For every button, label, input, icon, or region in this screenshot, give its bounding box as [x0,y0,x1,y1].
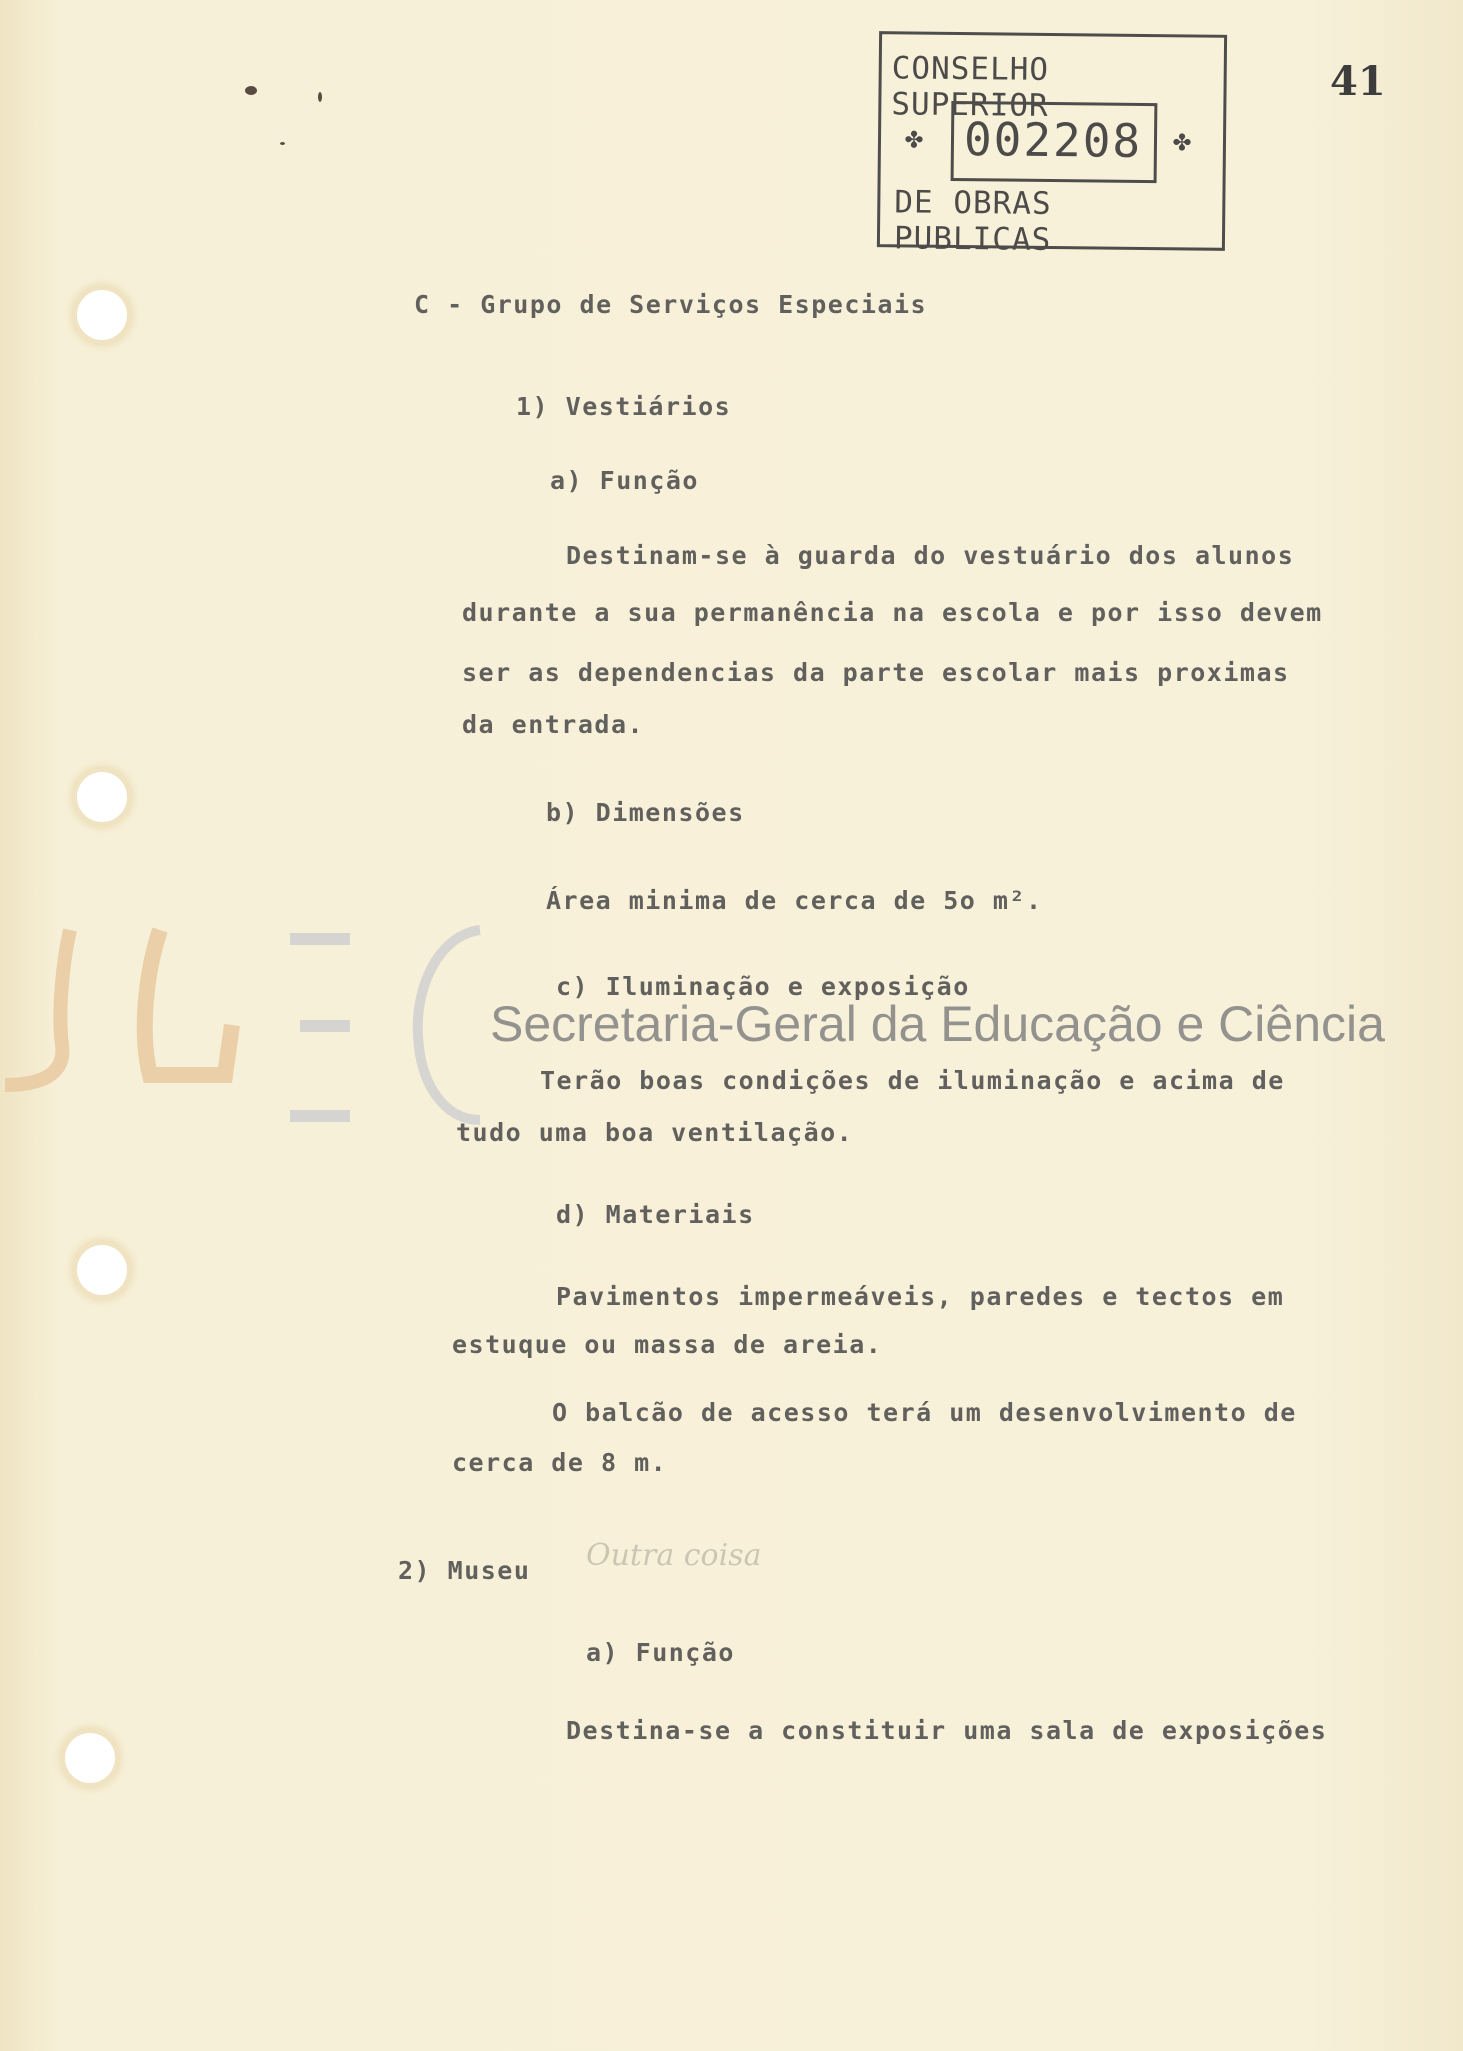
stamp-bottom-line: DE OBRAS PUBLICAS [893,184,1052,258]
vestiarios-funcao-heading: a) Função [550,466,699,495]
watermark-logo-c-shape [418,930,480,1120]
vestiarios-materiais-line: O balcão de acesso terá um desenvolvimento de [552,1398,1297,1427]
vestiarios-materiais-line: estuque ou massa de areia. [452,1330,883,1359]
punch-hole [77,290,127,340]
stamp-number-box [951,101,1158,183]
watermark-logo-s-shape [5,930,70,1085]
vestiarios-iluminacao-line: Terão boas condições de iluminação e acima de [540,1066,1285,1095]
vestiarios-funcao-line: durante a sua permanência na escola e por isso devem [462,598,1323,627]
vestiarios-materiais-line: Pavimentos impermeáveis, paredes e tectos em [556,1282,1285,1311]
stamp-cross-left: ✤ [904,120,924,156]
vestiarios-iluminacao-heading: c) Iluminação e exposição [556,972,970,1001]
watermark-logo-e-bar [300,1020,350,1032]
watermark-logo-g-shape [145,930,232,1075]
handwritten-note: Outra coisa [586,1538,762,1573]
stamp-top-line: CONSELHO SUPERIOR [891,50,1050,124]
ink-speck [245,86,257,95]
ink-speck [318,92,322,102]
vestiarios-dimensoes-text: Área minima de cerca de 5o m². [546,886,1043,915]
stamp-number: 002208 [963,112,1143,168]
vestiarios-iluminacao-line: tudo uma boa ventilação. [456,1118,854,1147]
punch-hole [65,1733,115,1783]
vestiarios-materiais-line: cerca de 8 m. [452,1448,668,1477]
vestiarios-dimensoes-heading: b) Dimensões [546,798,745,827]
vestiarios-funcao-line: Destinam-se à guarda do vestuário dos alunos [566,541,1295,570]
punch-hole [77,1245,127,1295]
page-number: 41 [1330,58,1386,105]
museu-funcao-line: Destina-se a constituir uma sala de exposições [566,1716,1328,1745]
watermark-text: Secretaria-Geral da Educação e Ciência [490,996,1385,1052]
museu-funcao-heading: a) Função [586,1638,735,1667]
vestiarios-materiais-heading: d) Materiais [556,1200,755,1229]
item-museu-title: 2) Museu [398,1556,531,1585]
item-vestiarios-title: 1) Vestiários [516,392,732,421]
watermark-logo-e-bar [290,1110,350,1122]
registry-stamp [877,31,1227,258]
section-heading: C - Grupo de Serviços Especiais [414,290,928,319]
watermark-logo-e-bar [290,933,350,945]
watermark-logo [0,925,490,1125]
ink-speck [280,142,285,145]
punch-hole [77,772,127,822]
vestiarios-funcao-line: da entrada. [462,710,645,739]
vestiarios-funcao-line: ser as dependencias da parte escolar mais proximas [462,658,1290,687]
stamp-cross-right: ✤ [1172,123,1192,159]
